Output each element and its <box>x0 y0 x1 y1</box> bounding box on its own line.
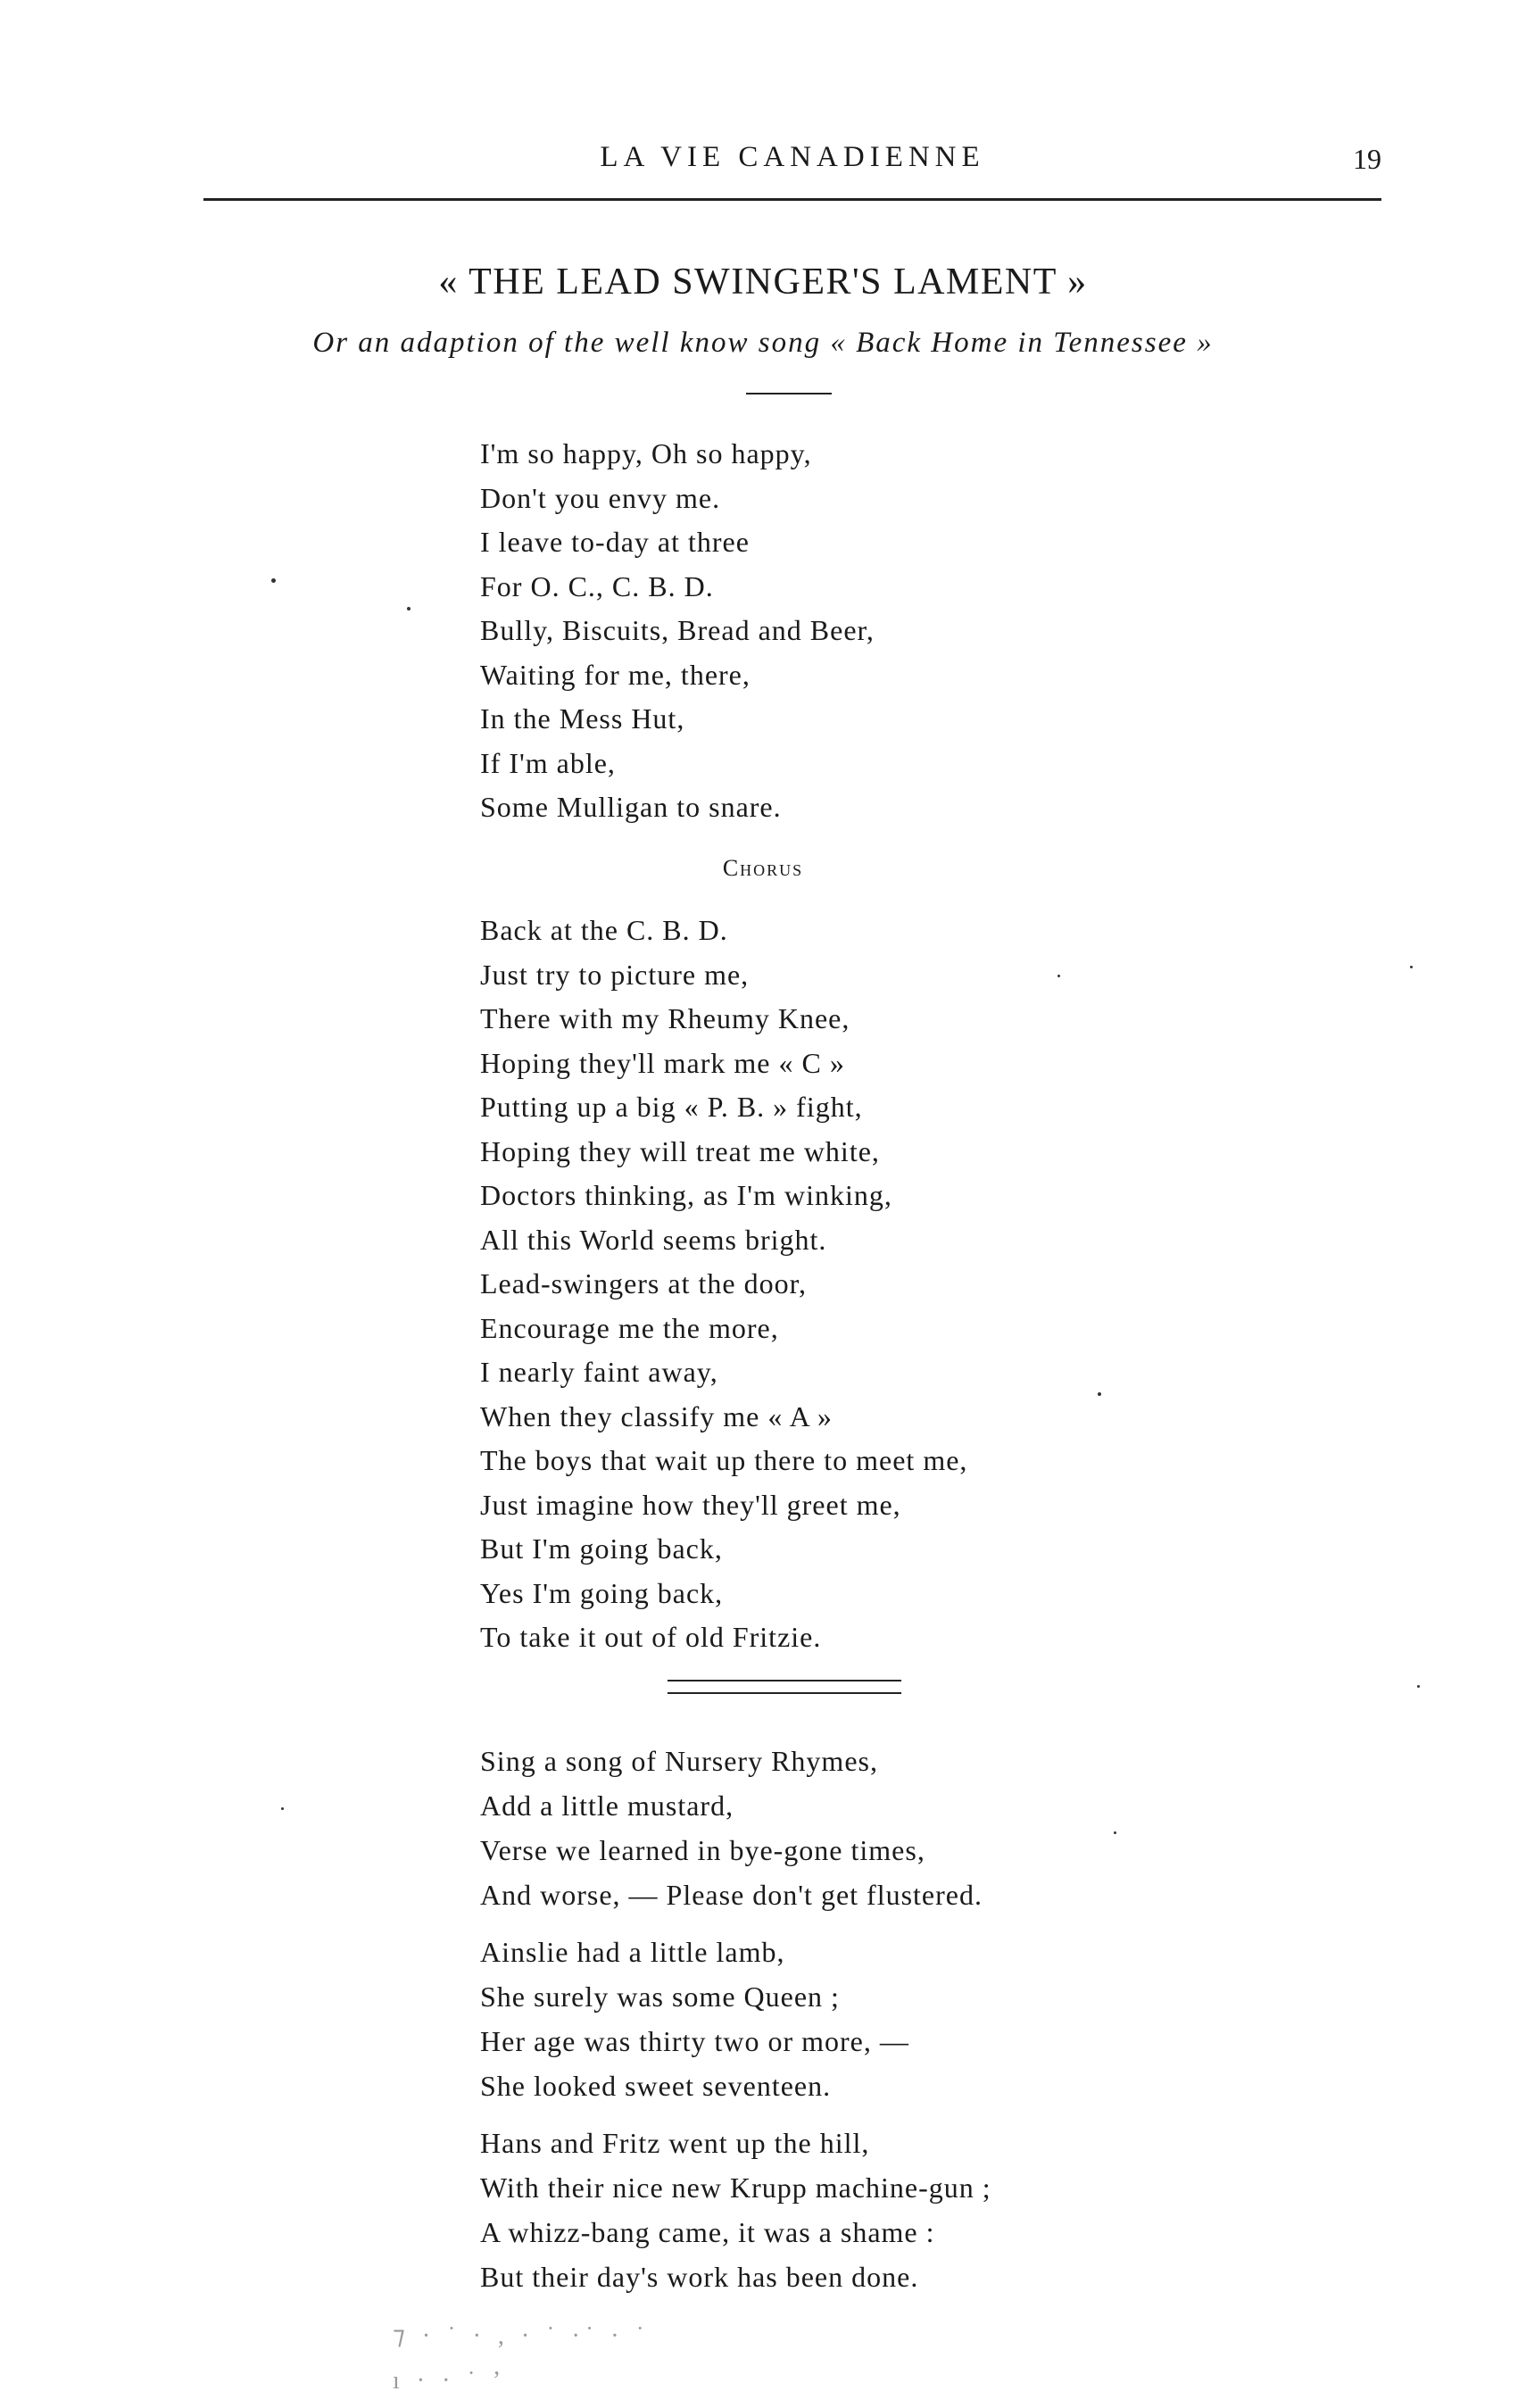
chorus-line: Just try to picture me, <box>480 958 750 991</box>
running-title: LA VIE CANADIENNE <box>600 141 985 173</box>
rhyme-line: Add a little mustard, <box>480 1789 734 1822</box>
rhyme-line: Verse we learned in bye-gone times, <box>480 1834 925 1866</box>
running-head <box>203 134 1381 187</box>
chorus-line: I nearly faint away, <box>480 1356 718 1388</box>
verse-line: Waiting for me, there, <box>480 658 751 691</box>
scan-smudge: ⁊ · ˙ · , · ˙ ·˙ · ˙ <box>393 2322 650 2350</box>
print-speck <box>1417 1685 1420 1688</box>
verse-line: Some Mulligan to snare. <box>480 791 782 823</box>
chorus-line: Doctors thinking, as I'm winking, <box>480 1179 892 1211</box>
chorus-stanza <box>480 909 967 1660</box>
rhyme-line: Ainslie had a little lamb, <box>480 1936 785 1968</box>
scan-smudge: ı · · ˙ ʼ <box>393 2367 507 2395</box>
print-speck <box>1114 1831 1116 1834</box>
rhyme-stanza <box>480 2121 991 2299</box>
chorus-line: But I'm going back, <box>480 1532 723 1565</box>
verse-line: If I'm able, <box>480 746 616 779</box>
chorus-line: Hoping they'll mark me « C » <box>480 1046 845 1079</box>
rhyme-stanza <box>480 1930 909 2108</box>
chorus-line: There with my Rheumy Knee, <box>480 1002 850 1034</box>
print-speck <box>1057 975 1060 977</box>
print-speck <box>1098 1392 1101 1396</box>
verse-line: In the Mess Hut, <box>480 702 685 735</box>
rhyme-stanza <box>480 1739 983 1917</box>
chorus-line: When they classify me « A » <box>480 1399 833 1432</box>
chorus-line: Hoping they will treat me white, <box>480 1134 880 1167</box>
header-rule <box>203 198 1381 201</box>
chorus-line: Just imagine how they'll greet me, <box>480 1488 901 1521</box>
chorus-line: Putting up a big « P. B. » fight, <box>480 1091 863 1123</box>
section-divider <box>668 1680 901 1694</box>
page-number: 19 <box>1353 143 1381 175</box>
verse-line: Don't you envy me. <box>480 481 721 514</box>
verse-line: I leave to-day at three <box>480 526 750 558</box>
verse-line: I'm so happy, Oh so happy, <box>480 437 812 469</box>
print-speck <box>1410 966 1413 968</box>
rhyme-line: She surely was some Queen ; <box>480 1980 840 2013</box>
print-speck <box>281 1807 284 1810</box>
print-speck <box>407 607 411 610</box>
chorus-line: The boys that wait up there to meet me, <box>480 1444 968 1476</box>
verse-stanza <box>480 432 875 830</box>
rhyme-line: She looked sweet seventeen. <box>480 2070 832 2102</box>
verse-line: For O. C., C. B. D. <box>480 569 714 602</box>
song-subtitle: Or an adaption of the well know song « Back Home in Tennessee » <box>312 327 1214 359</box>
chorus-line: Encourage me the more, <box>480 1311 779 1344</box>
print-speck <box>271 578 276 583</box>
rhyme-line: A whizz-bang came, it was a shame : <box>480 2216 935 2248</box>
rhyme-line: But their day's work has been done. <box>480 2261 919 2293</box>
song-title: « THE LEAD SWINGER'S LAMENT » <box>438 262 1088 303</box>
chorus-line: Lead-swingers at the door, <box>480 1267 807 1299</box>
rhyme-line: Sing a song of Nursery Rhymes, <box>480 1745 878 1777</box>
chorus-line: Yes I'm going back, <box>480 1576 724 1609</box>
verse-line: Bully, Biscuits, Bread and Beer, <box>480 614 875 646</box>
chorus-line: All this World seems bright. <box>480 1223 827 1256</box>
rhyme-line: Her age was thirty two or more, — <box>480 2025 909 2057</box>
chorus-line: To take it out of old Fritzie. <box>480 1621 822 1653</box>
rhyme-line: Hans and Fritz went up the hill, <box>480 2127 870 2159</box>
rhyme-line: With their nice new Krupp machine-gun ; <box>480 2171 991 2204</box>
rhyme-line: And worse, — Please don't get flustered. <box>480 1879 983 1911</box>
chorus-line: Back at the C. B. D. <box>480 914 728 946</box>
chorus-heading: Chorus <box>722 855 804 881</box>
title-divider <box>746 393 832 394</box>
